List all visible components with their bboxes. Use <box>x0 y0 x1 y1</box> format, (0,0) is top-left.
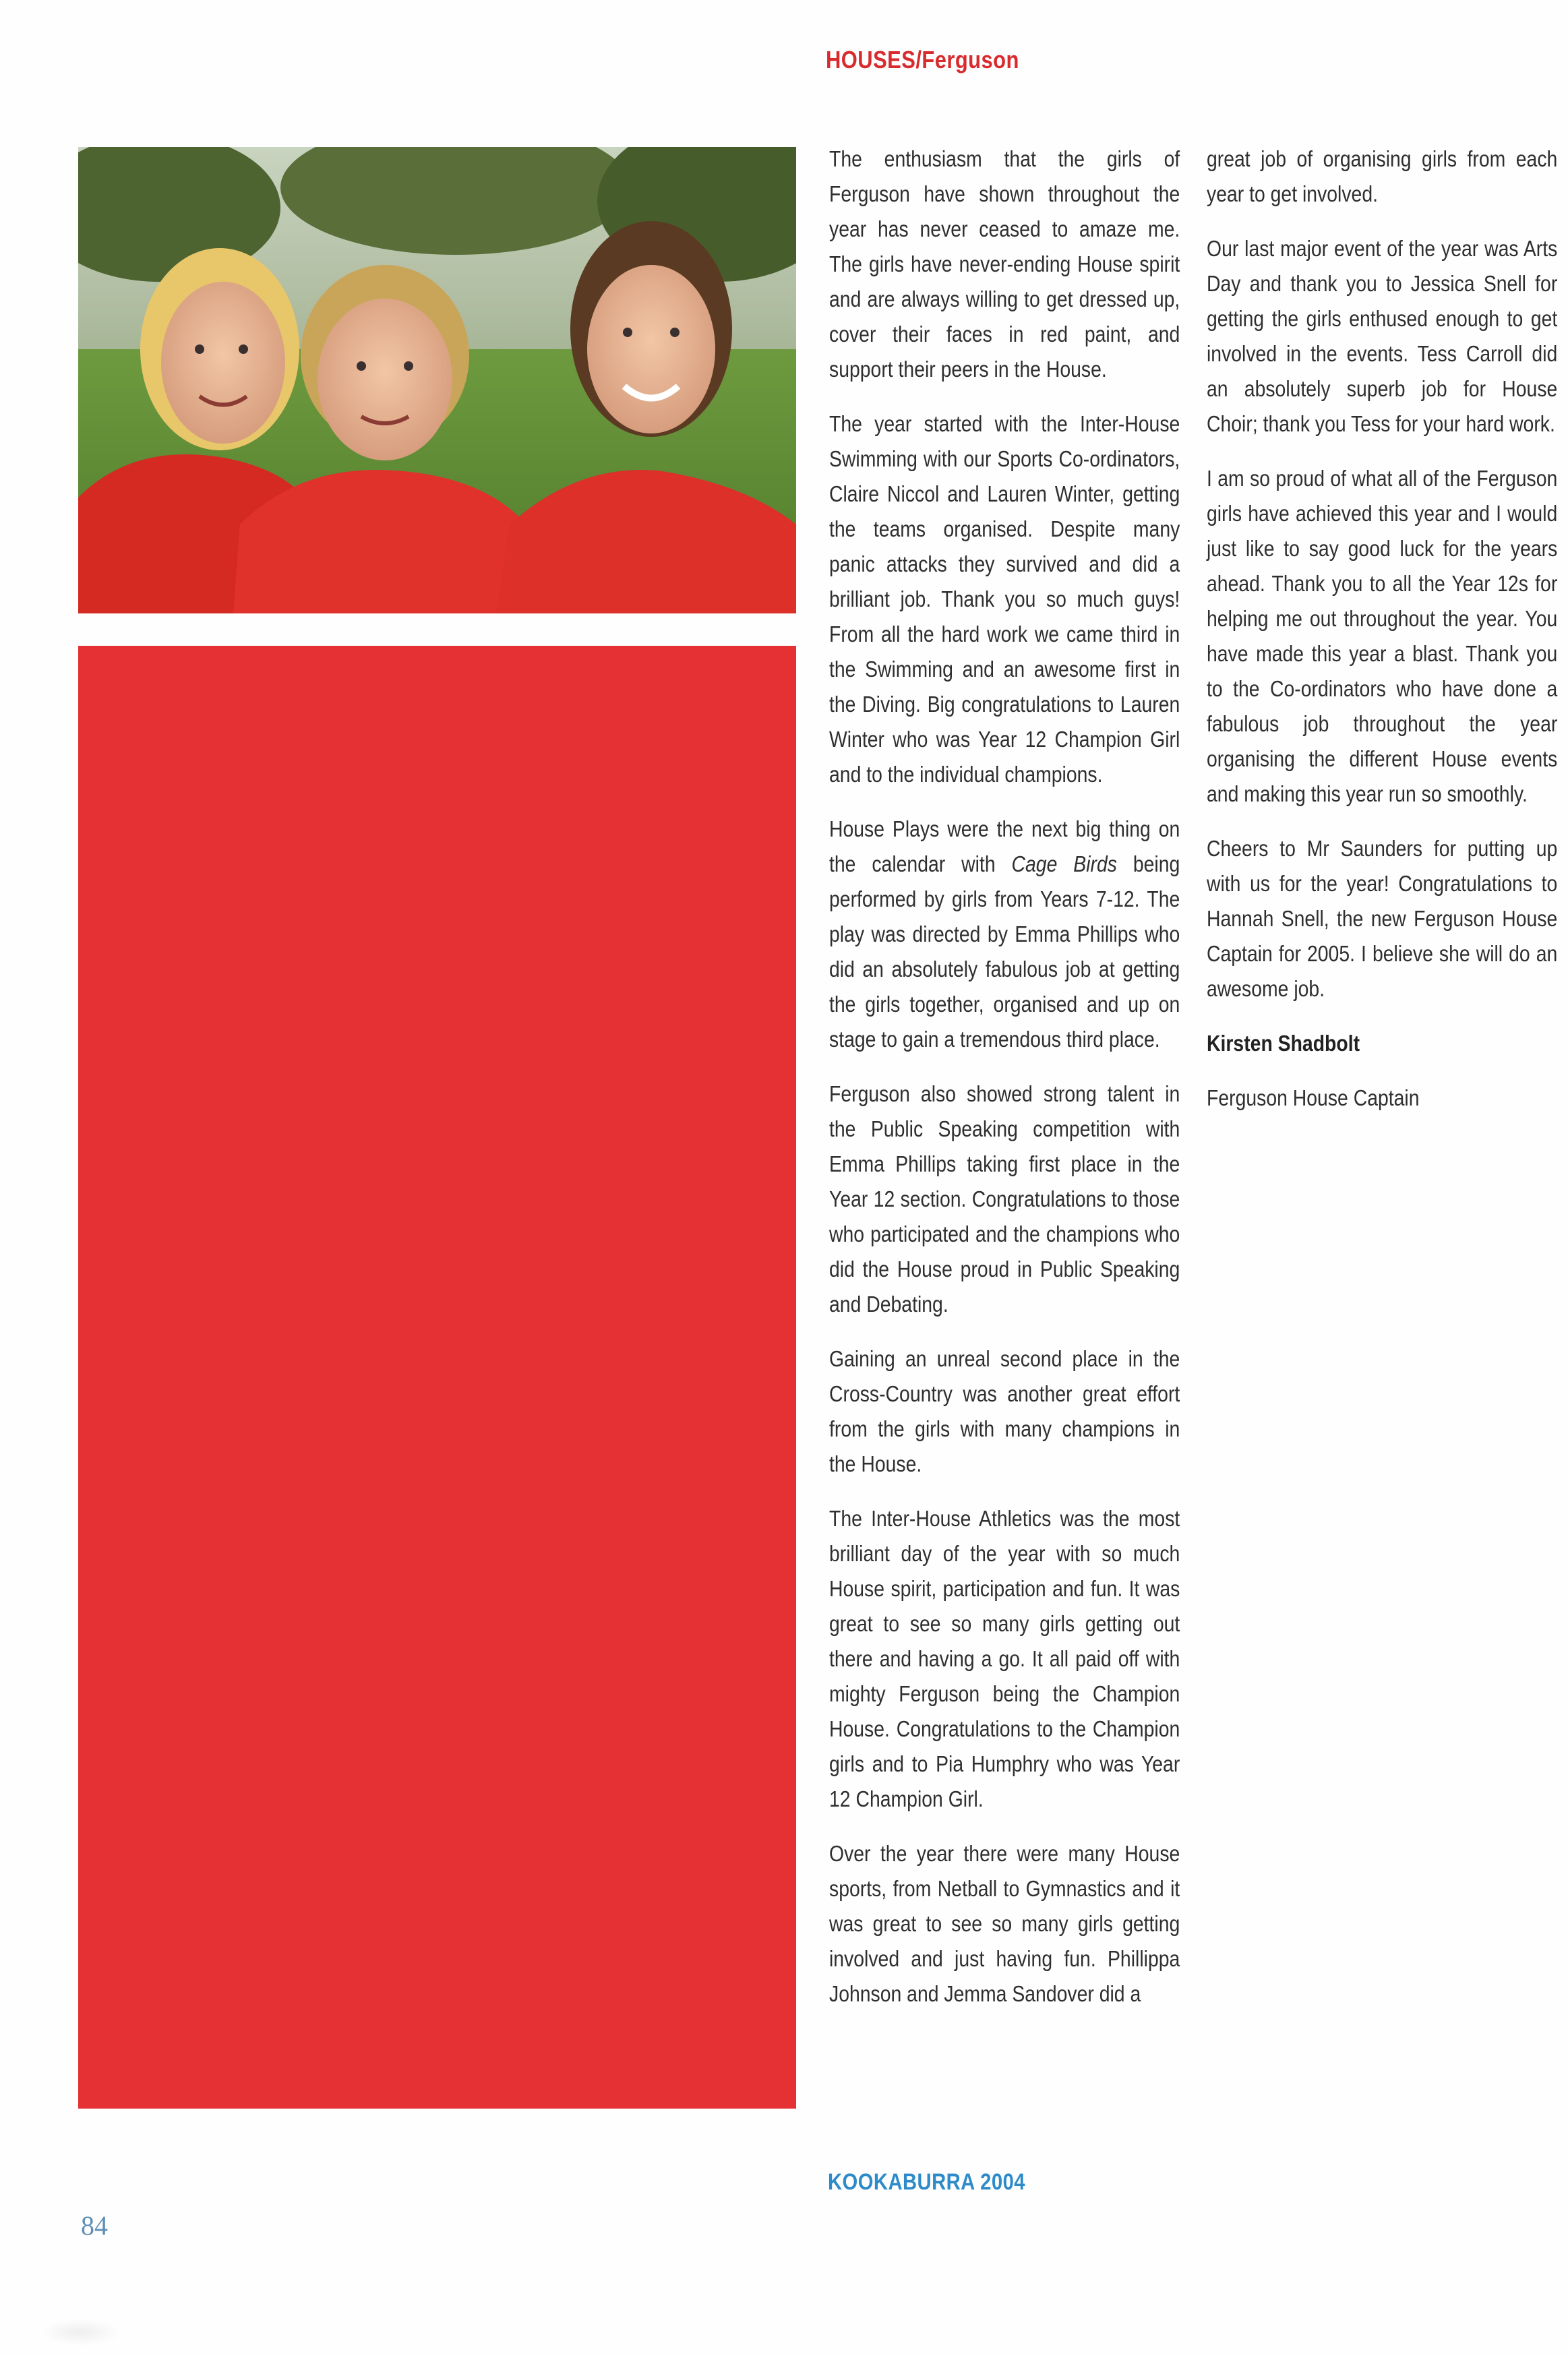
paragraph: Over the year there were many House sports, from Netball to Gymnastics and it was great to see so many girls getting involved and just having fun. Phillippa Johnson and Jemma Sandover did a <box>829 1841 1180 2006</box>
three-girls-photo <box>78 147 796 613</box>
article-column-1 <box>829 142 1180 2031</box>
author-role: Ferguson House Captain <box>1207 1085 1420 1110</box>
text-run: being performed by girls from Years 7-12. The play was directed by Emma Phillips who did an absolutely fabulous job at getting the girls together, organised and up on stage to gain a tremendous third place. <box>829 851 1180 1052</box>
red-color-block <box>78 646 796 2109</box>
paragraph: Our last major event of the year was Arts Day and thank you to Jessica Snell for getting the girls enthused enough to get involved in the events. Tess Carroll did an absolutely superb job for House Choir; thank you Tess for your hard work. <box>1207 236 1558 436</box>
scan-smudge <box>40 2319 121 2346</box>
section-header: HOUSES/Ferguson <box>826 46 1019 73</box>
paragraph: I am so proud of what all of the Ferguson girls have achieved this year and I would just like to say good luck for the years ahead. Thank you to all the Year 12s for helping me out throughout the year. You have made this year a blast. Thank you to the Co-ordinators who have done a fabulous job throughout the year organising the different House events and making this year run so smoothly. <box>1207 466 1558 806</box>
paragraph: Ferguson also showed strong talent in the Public Speaking competition with Emma Phillips taking first place in the Year 12 section. Congratulations to those who participated and the champions who did the House proud in Public Speaking and Debating. <box>829 1081 1180 1317</box>
play-title: Cage Birds <box>1011 851 1117 876</box>
paragraph: great job of organising girls from each year to get involved. <box>1207 146 1558 206</box>
publication-footer: KOOKABURRA 2004 <box>828 2169 1025 2195</box>
paragraph: The enthusiasm that the girls of Ferguson have shown throughout the year has never ceased to amaze me. The girls have never-ending House spirit and are always willing to get dressed up, cover their faces in red paint, and support their peers in the House. <box>829 146 1180 382</box>
paragraph: The year started with the Inter-House Swimming with our Sports Co-ordinators, Claire Niccol and Lauren Winter, getting the teams organised. Despite many panic attacks they survived and did a brilliant job. Thank you so much guys! From all the hard work we came third in the Swimming and an awesome first in the Diving. Big congratulations to Lauren Winter who was Year 12 Champion Girl and to the individual champions. <box>829 411 1180 787</box>
paragraph: Gaining an unreal second place in the Cross-Country was another great effort from the girls with many champions in the House. <box>829 1346 1180 1476</box>
article-column-2 <box>1207 142 1557 1135</box>
page-number: 84 <box>81 2210 108 2241</box>
paragraph: The Inter-House Athletics was the most brilliant day of the year with so much House spirit, participation and fun. It was great to see so many girls getting out there and having a go. It all paid off with mighty Ferguson being the Champion House. Congratulations to the Champion girls and to Pia Humphry who was Year 12 Champion Girl. <box>829 1506 1180 1811</box>
author-name: Kirsten Shadbolt <box>1207 1031 1360 1056</box>
paragraph <box>829 812 1180 1057</box>
paragraph: Cheers to Mr Saunders for putting up with us for the year! Congratulations to Hannah Snell, the new Ferguson House Captain for 2005. I believe she will do an awesome job. <box>1207 836 1558 1001</box>
text-run: House Plays were the next big thing on the calendar with <box>829 816 1180 876</box>
